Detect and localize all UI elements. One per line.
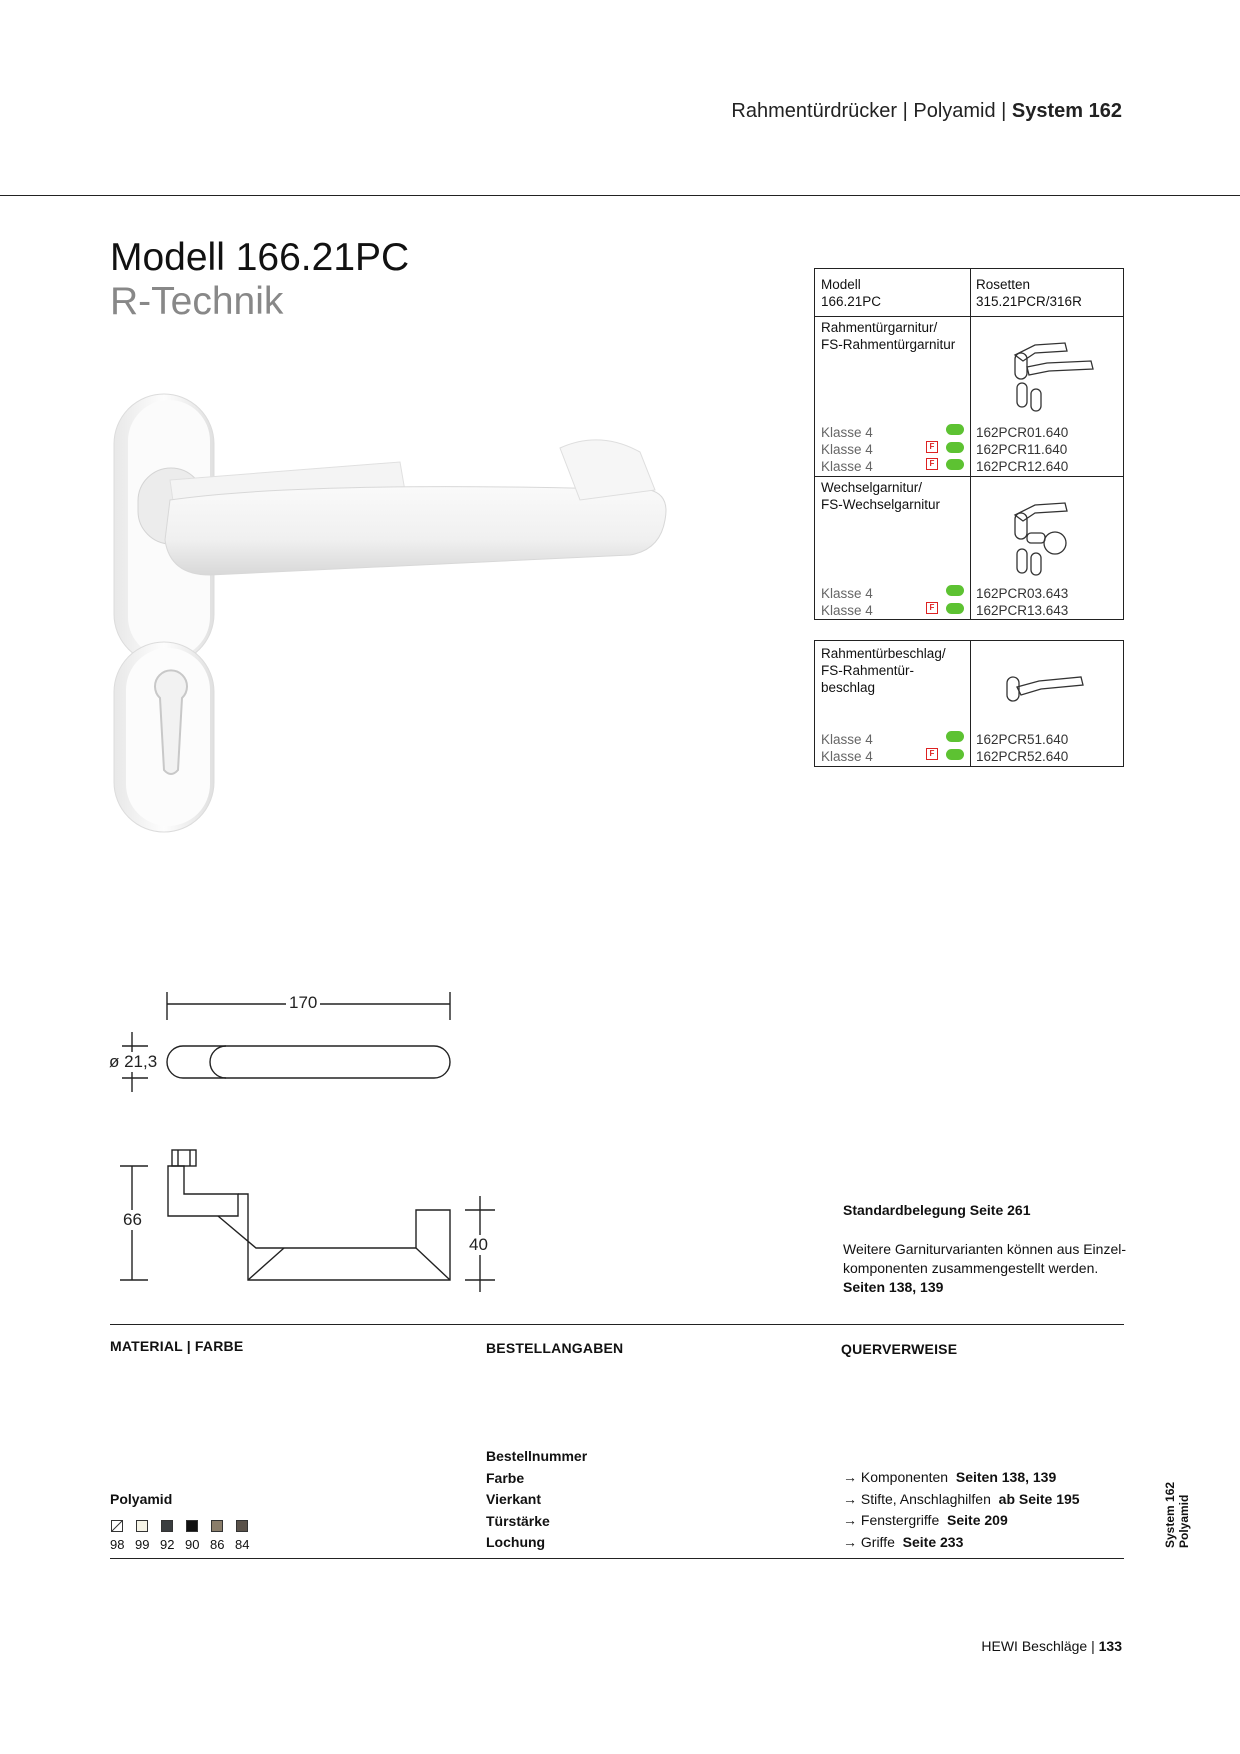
arrow-right-icon: → bbox=[843, 1533, 861, 1550]
page-number: 133 bbox=[1098, 1638, 1122, 1654]
reference-page: Seite 233 bbox=[902, 1533, 964, 1550]
info-line: Weitere Garniturvarianten können aus Einzel- bbox=[843, 1241, 1127, 1257]
section-label-line: Rahmentürgarnitur/ bbox=[821, 320, 938, 335]
col-head-line: 315.21PCR/316R bbox=[976, 294, 1082, 309]
side-tab bbox=[1163, 1482, 1191, 1548]
technical-drawing bbox=[100, 980, 520, 1300]
section-label bbox=[821, 319, 955, 353]
section-label-line: FS-Rahmentürgarnitur bbox=[821, 337, 956, 352]
section-refs: QUERVERWEISE bbox=[841, 1341, 958, 1357]
section-label-line: FS-Wechselgarnitur bbox=[821, 497, 941, 512]
arrow-right-icon: → bbox=[843, 1512, 861, 1528]
reference-text: Fenstergriffe bbox=[860, 1512, 940, 1528]
reference-item[interactable] bbox=[843, 1489, 1080, 1511]
klasse-list bbox=[821, 731, 873, 765]
page-footer bbox=[981, 1638, 1122, 1654]
color-swatch-99 bbox=[136, 1520, 148, 1532]
order-item: Farbe bbox=[486, 1469, 525, 1486]
col-head-line: Modell bbox=[821, 277, 861, 292]
section-label-line: beschlag bbox=[821, 680, 876, 695]
eco-badge-icon bbox=[946, 731, 964, 742]
klasse-label: Klasse 4 bbox=[821, 603, 873, 618]
klasse-label: Klasse 4 bbox=[821, 425, 873, 440]
color-swatch-86 bbox=[211, 1520, 223, 1532]
color-code: 86 bbox=[210, 1537, 225, 1552]
fs-marker-icon: F bbox=[926, 748, 938, 760]
reference-item[interactable] bbox=[843, 1467, 1080, 1489]
arrow-right-icon: → bbox=[843, 1469, 861, 1485]
color-code: 99 bbox=[135, 1537, 150, 1552]
reference-page: ab Seite 195 bbox=[998, 1490, 1080, 1507]
reference-list bbox=[843, 1467, 1080, 1553]
article-code: 162PCR03.643 bbox=[976, 586, 1069, 601]
col-head-modell bbox=[821, 276, 881, 310]
code-list bbox=[976, 585, 1068, 619]
info-text bbox=[843, 1240, 1126, 1297]
standard-reference: Standardbelegung Seite 261 bbox=[843, 1202, 1031, 1218]
section-label bbox=[821, 645, 946, 696]
color-code: 90 bbox=[185, 1537, 200, 1552]
section-label-line: FS-Rahmentür- bbox=[821, 663, 915, 678]
product-photo bbox=[110, 390, 670, 850]
wechselgarnitur-sketch-icon bbox=[995, 485, 1115, 585]
product-table-1 bbox=[814, 268, 1124, 620]
section-label-line: Wechselgarnitur/ bbox=[821, 480, 923, 495]
klasse-label: Klasse 4 bbox=[821, 586, 873, 601]
reference-text: Komponenten bbox=[860, 1469, 949, 1485]
klasse-label: Klasse 4 bbox=[821, 459, 873, 474]
fs-marker-icon: F bbox=[926, 458, 938, 470]
arrow-right-icon: → bbox=[843, 1490, 861, 1507]
product-table-2 bbox=[814, 640, 1124, 767]
info-pages: Seiten 138, 139 bbox=[843, 1279, 944, 1295]
code-list bbox=[976, 424, 1068, 475]
color-swatch-84 bbox=[236, 1520, 248, 1532]
side-tab-line: Polyamid bbox=[1177, 1494, 1191, 1548]
header-system: System 162 bbox=[1011, 100, 1122, 122]
color-code: 98 bbox=[110, 1537, 125, 1552]
dim-height: 66 bbox=[120, 1210, 145, 1230]
reference-page: Seite 209 bbox=[947, 1512, 1008, 1528]
page-title: Modell 166.21PC bbox=[110, 236, 410, 279]
code-list bbox=[976, 731, 1068, 765]
article-code: 162PCR12.640 bbox=[976, 459, 1069, 474]
col-head-rosetten bbox=[976, 276, 1082, 310]
page-header bbox=[731, 100, 1122, 123]
dim-projection: 40 bbox=[466, 1235, 491, 1255]
reference-item[interactable] bbox=[843, 1510, 1080, 1532]
order-item: Bestellnummer bbox=[486, 1448, 588, 1464]
eco-badge-icon bbox=[946, 603, 964, 614]
eco-badge-icon bbox=[946, 442, 964, 453]
side-tab-line: System 162 bbox=[1163, 1481, 1177, 1548]
color-code: 84 bbox=[235, 1537, 250, 1552]
page-subtitle: R-Technik bbox=[110, 280, 284, 323]
order-item: Lochung bbox=[486, 1534, 546, 1550]
reference-text: Stifte, Anschlaghilfen bbox=[860, 1490, 991, 1507]
material-name: Polyamid bbox=[110, 1491, 173, 1507]
bottom-rule bbox=[110, 1558, 1124, 1559]
klasse-label: Klasse 4 bbox=[821, 732, 873, 747]
col-head-line: Rosetten bbox=[976, 277, 1031, 292]
article-code: 162PCR01.640 bbox=[976, 425, 1069, 440]
section-label bbox=[821, 479, 940, 513]
section-material: MATERIAL | FARBE bbox=[110, 1338, 244, 1354]
article-code: 162PCR51.640 bbox=[976, 732, 1069, 747]
klasse-list bbox=[821, 585, 873, 619]
beschlag-sketch-icon bbox=[995, 661, 1115, 711]
article-code: 162PCR11.640 bbox=[976, 442, 1068, 457]
color-swatch-90 bbox=[186, 1520, 198, 1532]
section-rule bbox=[110, 1324, 1124, 1325]
reference-item[interactable] bbox=[843, 1532, 1080, 1554]
klasse-label: Klasse 4 bbox=[821, 749, 873, 764]
order-item: Türstärke bbox=[486, 1512, 550, 1529]
header-breadcrumb: Rahmentürdrücker | Polyamid | bbox=[731, 100, 1012, 122]
dim-length: 170 bbox=[286, 993, 320, 1013]
fs-marker-icon: F bbox=[926, 441, 938, 453]
eco-badge-icon bbox=[946, 459, 964, 470]
eco-badge-icon bbox=[946, 585, 964, 596]
footer-brand: HEWI Beschläge | bbox=[981, 1638, 1099, 1654]
klasse-list bbox=[821, 424, 873, 475]
reference-text: Griffe bbox=[860, 1533, 895, 1550]
garnitur-sketch-icon bbox=[995, 325, 1115, 425]
klasse-label: Klasse 4 bbox=[821, 442, 873, 457]
article-code: 162PCR52.640 bbox=[976, 749, 1069, 764]
color-code: 92 bbox=[160, 1537, 175, 1552]
fs-marker-icon: F bbox=[926, 602, 938, 614]
article-code: 162PCR13.643 bbox=[976, 603, 1069, 618]
header-rule bbox=[0, 195, 1240, 196]
eco-badge-icon bbox=[946, 749, 964, 760]
eco-badge-icon bbox=[946, 424, 964, 435]
order-item: Vierkant bbox=[486, 1491, 541, 1507]
order-list bbox=[486, 1446, 587, 1554]
section-label-line: Rahmentürbeschlag/ bbox=[821, 646, 946, 661]
dim-diameter: ø 21,3 bbox=[106, 1052, 160, 1072]
col-head-line: 166.21PC bbox=[821, 294, 882, 309]
info-line: komponenten zusammengestellt werden. bbox=[843, 1260, 1099, 1276]
color-swatch-92 bbox=[161, 1520, 173, 1532]
hatched-swatch-icon bbox=[111, 1520, 123, 1532]
section-order: BESTELLANGABEN bbox=[486, 1340, 624, 1356]
reference-page: Seiten 138, 139 bbox=[955, 1469, 1057, 1485]
